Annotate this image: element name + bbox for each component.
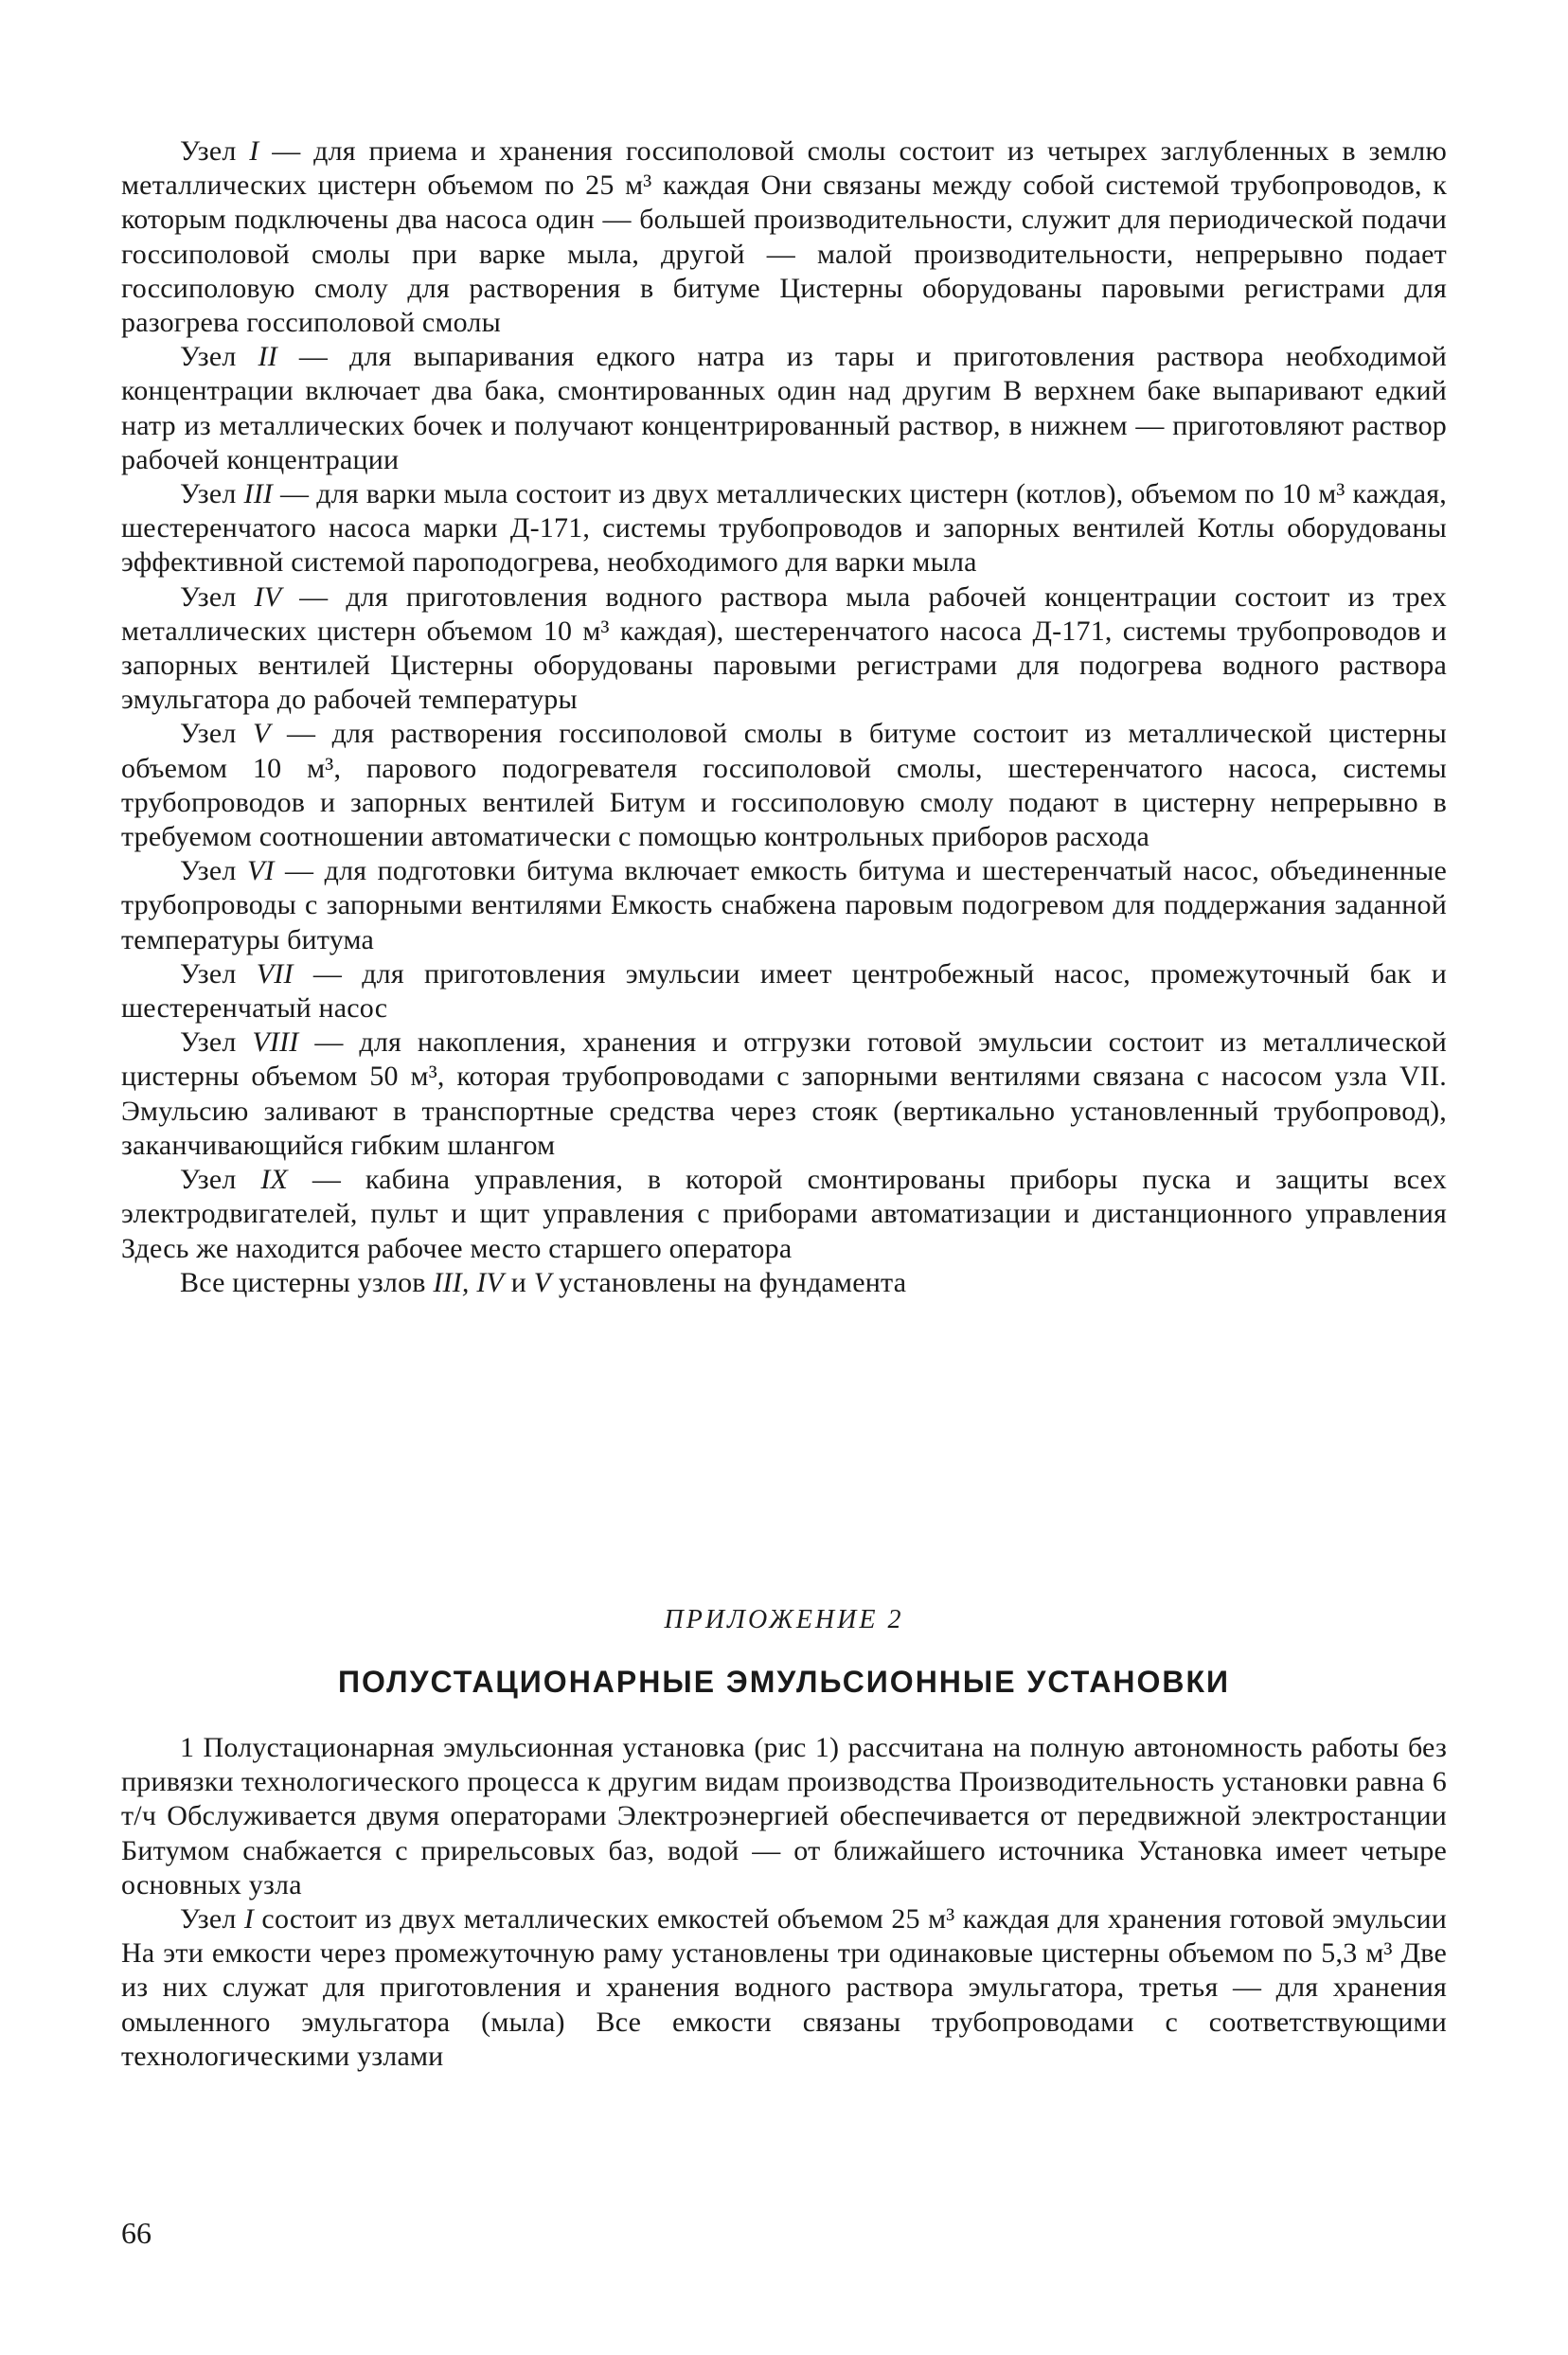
- paragraph-node-3: Узел III — для варки мыла состоит из двух металлических цистерн (котлов), объемом по 10 м³ каждая, шестеренчатого насоса марки Д-171, системы трубопроводов и запорных вентилей Котлы оборудованы эффективной системой пароподогрева, необходимого для варки мыла: [121, 478, 1447, 579]
- appendix-body: [121, 1731, 1447, 2074]
- paragraph-node-1: Узел I — для приема и хранения госсиполовой смолы состоит из четырех заглубленных в землю металлических цистерн объемом по 25 м³ каждая Они связаны между собой системой трубопроводов, к которым подключены два насоса один — большей производительности, служит для периодической подачи госсиполовой смолы при варке мыла, другой — малой производительности, непрерывно подает госсиполовую смолу для растворения в битуме Цистерны оборудованы паровыми регистрами для разогрева госсиполовой смолы: [121, 135, 1447, 339]
- paragraph-node-2: Узел II — для выпаривания едкого натра из тары и приготовления раствора необходимой концентрации включает два бака, смонтированных один над другим В верхнем баке выпаривают едкий натр из металлических бочек и получают концентрированный раствор, в нижнем — приготовляют раствор рабочей концентрации: [121, 341, 1447, 475]
- paragraph-node-4: Узел IV — для приготовления водного раствора мыла рабочей концентрации состоит из трех металлических цистерн объемом 10 м³ каждая), шестеренчатого насоса Д-171, системы трубопроводов и запорных вентилей Цистерны оборудованы паровыми регистрами для подогрева водного раствора эмульгатора до рабочей температуры: [121, 580, 1447, 716]
- paragraph-node-8: Узел VIII — для накопления, хранения и отгрузки готовой эмульсии состоит из металлической цистерны объемом 50 м³, которая трубопроводами с запорными вентилями связана с насосом узла VII. Эмульсию заливают в транспортные средства через стояк (вертикально установленный трубопровод), заканчивающийся гибким шлангом: [121, 1026, 1447, 1161]
- paragraph-node-5: Узел V — для растворения госсиполовой смолы в битуме состоит из металлической цистерны объемом 10 м³, парового подогревателя госсиполовой смолы, шестеренчатого насоса, системы трубопроводов и запорных вентилей Битум и госсиполовую смолу подают в цистерну непрерывно в требуемом соотношении автоматически с помощью контрольных приборов расхода: [121, 718, 1447, 853]
- node-descriptions: [121, 134, 1447, 1300]
- appendix-title: ПОЛУСТАЦИОНАРНЫЕ ЭМУЛЬСИОННЫЕ УСТАНОВКИ: [338, 1665, 1230, 1699]
- paragraph-node-6: Узел VI — для подготовки битума включает емкость битума и шестеренчатый насос, объединенные трубопроводы с запорными вентилями Емкость снабжена паровым подогревом для поддержания заданной температуры битума: [121, 855, 1447, 955]
- paragraph-node-7: Узел VII — для приготовления эмульсии имеет центробежный насос, промежуточный бак и шестеренчатый насос: [121, 957, 1447, 1025]
- paragraph-closing: Все цистерны узлов III, IV и V установлены на фундамента: [180, 1266, 907, 1298]
- page-number: 66: [121, 2216, 151, 2250]
- paragraph-appendix-node-1: Узел I состоит из двух металлических емкостей объемом 25 м³ каждая для хранения готовой эмульсии На эти емкости через промежуточную раму установлены три одинаковые цистерны объемом по 5,3 м³ Две из них служат для приготовления и хранения водного раствора эмульгатора, третья — для хранения омыленного эмульгатора (мыла) Все емкости связаны трубопроводами с соответствующими технологическими узлами: [121, 1903, 1447, 2072]
- paragraph-appendix-intro: 1 Полустационарная эмульсионная установка (рис 1) рассчитана на полную автономность работы без привязки технологического процесса к другим видам производства Производительность установки равна 6 т/ч Обслуживается двумя операторами Электроэнергией обеспечивается от передвижной электростанции Битумом снабжается с прирельсовых баз, водой — от ближайшего источника Установка имеет четыре основных узла: [121, 1732, 1447, 1900]
- paragraph-node-9: Узел IX — кабина управления, в которой смонтированы приборы пуска и защиты всех электродвигателей, пульт и щит управления с приборами автоматизации и дистанционного управления Здесь же находится рабочее место старшего оператора: [121, 1164, 1447, 1264]
- appendix-label: ПРИЛОЖЕНИЕ 2: [664, 1605, 904, 1634]
